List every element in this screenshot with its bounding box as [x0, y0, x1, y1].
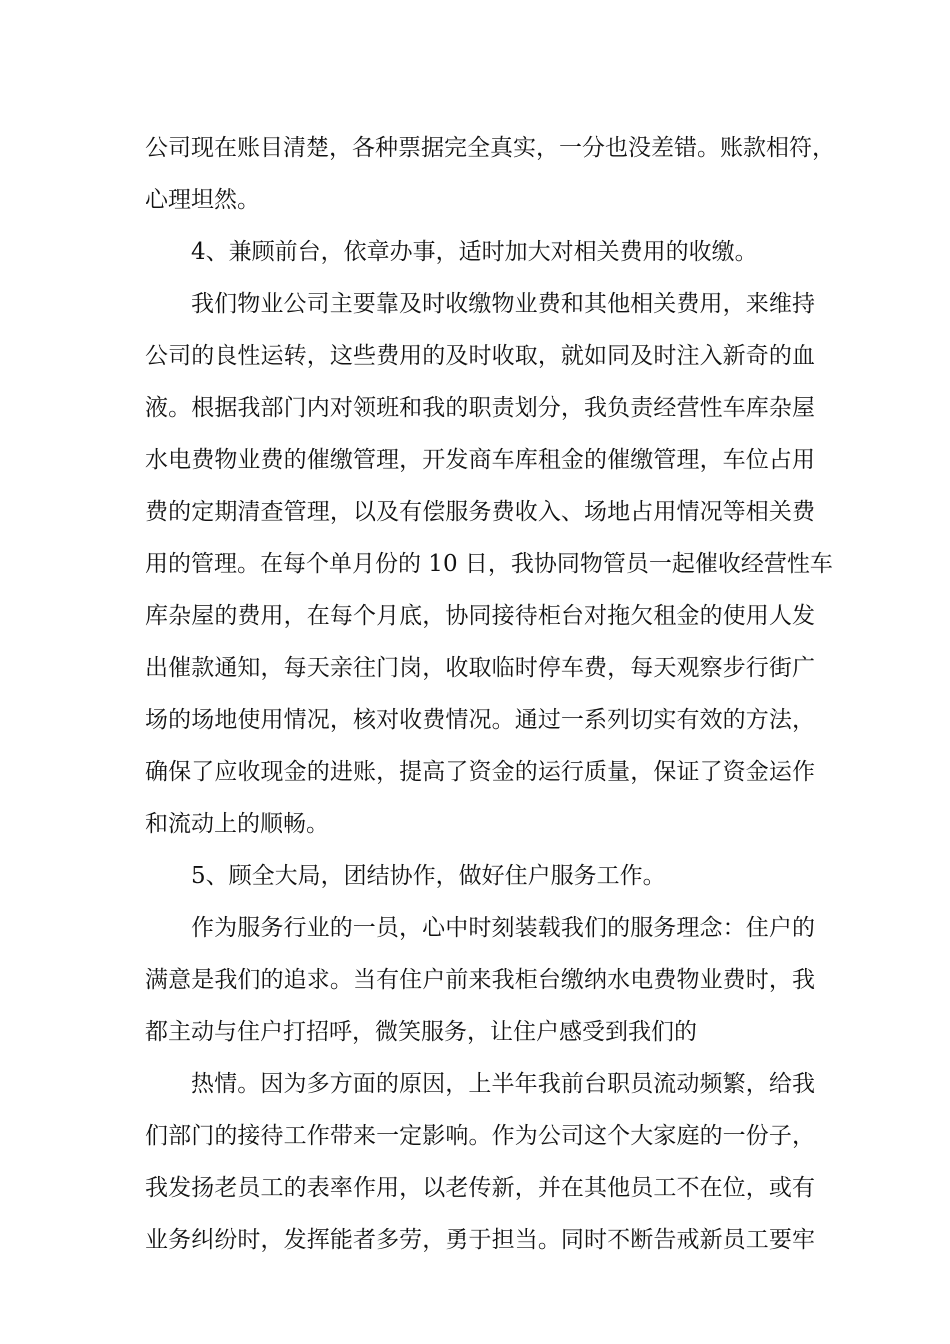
text-line-4: 我们物业公司主要靠及时收缴物业费和其他相关费用，来维持 — [191, 291, 815, 317]
list-heading-4: 4、兼顾前台，依章办事，适时加大对相关费用的收缴。 — [191, 239, 758, 265]
text-line-2: 心理坦然。 — [145, 187, 260, 213]
text-line-13: 确保了应收现金的进账，提高了资金的运行质量，保证了资金运作 — [145, 759, 815, 785]
text-line-16: 作为服务行业的一员，心中时刻装载我们的服务理念：住户的 — [191, 915, 815, 941]
text-line-14: 和流动上的顺畅。 — [145, 811, 329, 837]
text-line-20: 们部门的接待工作带来一定影响。作为公司这个大家庭的一份子， — [145, 1123, 815, 1149]
list-heading-5: 5、顾全大局，团结协作，做好住户服务工作。 — [191, 863, 666, 889]
text-line-21: 我发扬老员工的表率作用，以老传新，并在其他员工不在位，或有 — [145, 1175, 815, 1201]
text-line-1: 公司现在账目清楚，各种票据完全真实，一分也没差错。账款相符， — [145, 135, 835, 161]
text-line-11: 出催款通知，每天亲往门岗，收取临时停车费，每天观察步行街广 — [145, 655, 815, 681]
text-line-8: 费的定期清查管理，以及有偿服务费收入、场地占用情况等相关费 — [145, 499, 815, 525]
text-line-18: 都主动与住户打招呼，微笑服务，让住户感受到我们的 — [145, 1019, 697, 1045]
text-line-7: 水电费物业费的催缴管理，开发商车库租金的催缴管理，车位占用 — [145, 447, 815, 473]
text-line-22: 业务纠纷时，发挥能者多劳，勇于担当。同时不断告戒新员工要牢 — [145, 1227, 815, 1253]
text-line-5: 公司的良性运转，这些费用的及时收取，就如同及时注入新奇的血 — [145, 343, 815, 369]
text-line-12: 场的场地使用情况，核对收费情况。通过一系列切实有效的方法， — [145, 707, 815, 733]
text-line-10: 库杂屋的费用，在每个月底，协同接待柜台对拖欠租金的使用人发 — [145, 603, 815, 629]
text-line-6: 液。根据我部门内对领班和我的职责划分，我负责经营性车库杂屋 — [145, 395, 815, 421]
text-line-9: 用的管理。在每个单月份的 10 日，我协同物管员一起催收经营性车 — [145, 551, 833, 577]
text-line-19: 热情。因为多方面的原因，上半年我前台职员流动频繁，给我 — [191, 1071, 815, 1097]
text-line-17: 满意是我们的追求。当有住户前来我柜台缴纳水电费物业费时，我 — [145, 967, 815, 993]
